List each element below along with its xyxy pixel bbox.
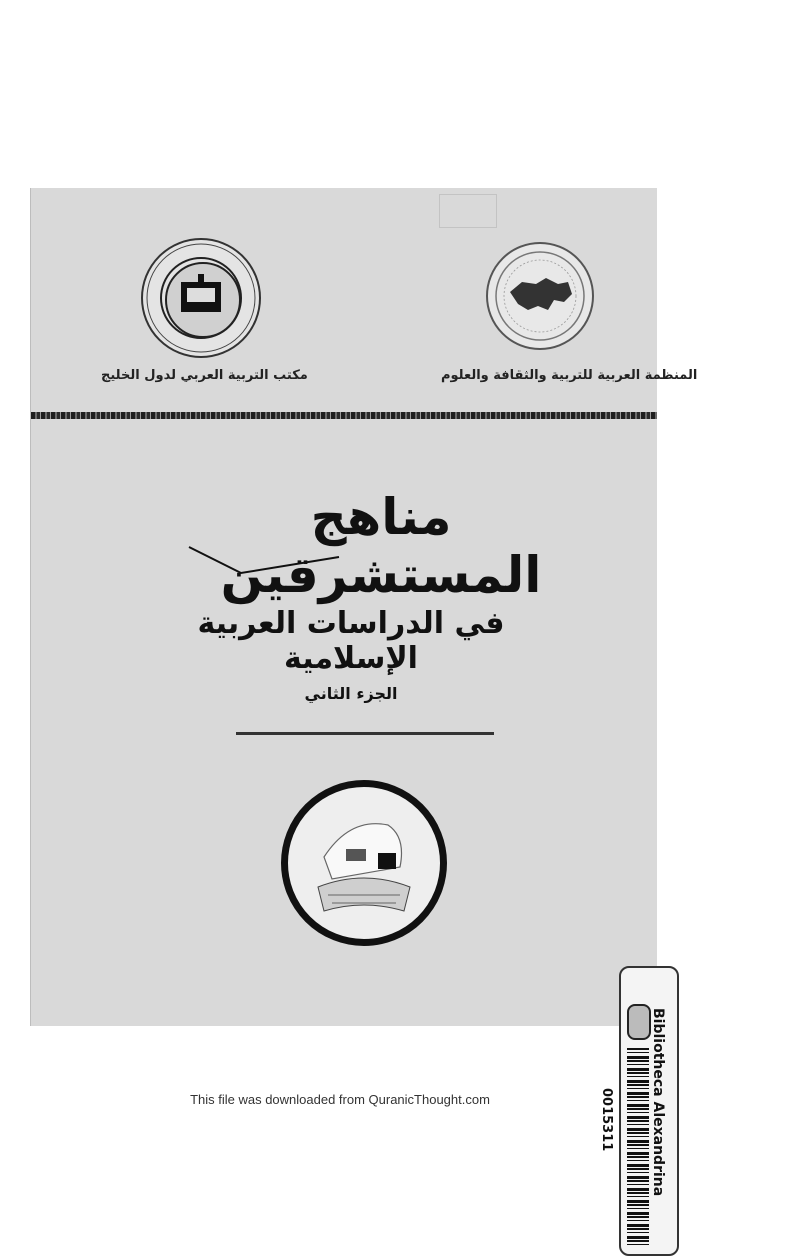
faint-stamp [223, 194, 419, 228]
library-number: 0015311 [599, 1088, 614, 1152]
separator-band [31, 412, 657, 419]
title-swash-icon [181, 543, 341, 583]
library-pillars-icon [439, 194, 497, 228]
library-barcode-label [619, 966, 679, 1256]
barcode-icon [627, 1048, 649, 1248]
library-name: Bibliotheca Alexandrina [650, 1008, 666, 1197]
cover-emblem [281, 780, 447, 946]
abegs-name: مكتب التربية العربي لدول الخليج [101, 368, 308, 383]
kaaba-book-icon [288, 787, 440, 939]
arab-map-icon [488, 244, 592, 348]
book-lamp-icon [167, 264, 235, 332]
bibliotheca-logo-icon [627, 1004, 651, 1040]
download-notice: This file was downloaded from QuranicThought.com [190, 1092, 490, 1107]
book-title: مناهج المستشرقين [220, 488, 542, 604]
part-rule [236, 732, 494, 735]
volume-part: الجزء الثاني [304, 684, 398, 703]
alecso-name: المنظمة العربية للتربية والثقافة والعلوم [441, 368, 698, 383]
abegs-seal [141, 238, 261, 358]
book-subtitle: في الدراسات العربية الإسلامية [197, 606, 505, 676]
alecso-logo [486, 242, 594, 350]
seal-inner [165, 262, 241, 338]
